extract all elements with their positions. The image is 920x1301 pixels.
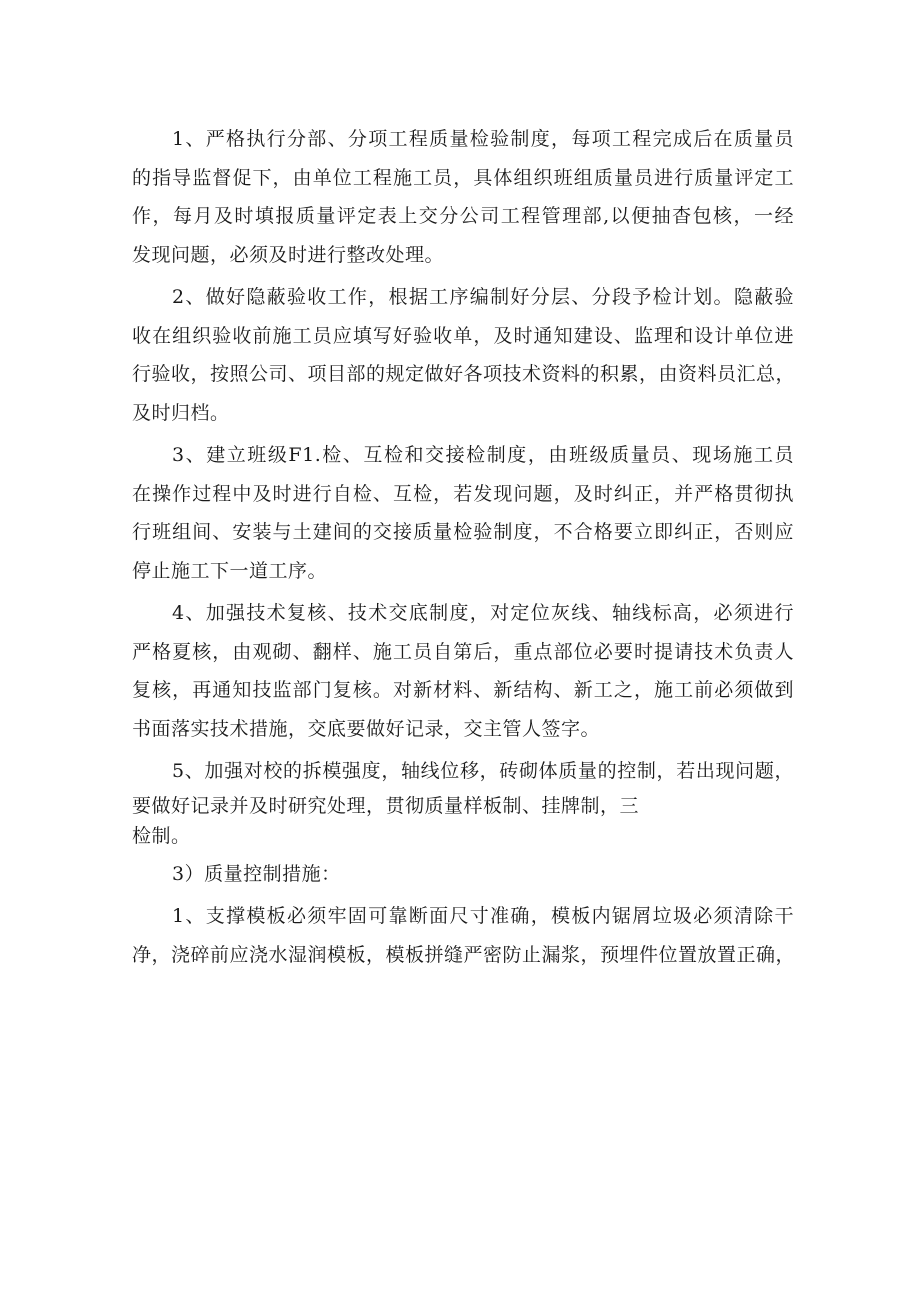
paragraph-5	[132, 752, 794, 851]
paragraph-2	[132, 278, 794, 432]
paragraph-line: 停止施工下一道工序。	[132, 559, 328, 582]
paragraph-line: 1、严格执行分部、分项工程质量检验制度，每项工程完成后在质量员	[172, 128, 794, 150]
section-heading-text: 3）质量控制措施：	[172, 862, 341, 885]
paragraph-line: 要做好记录并及时研究处理，贯彻质量样板制、挂牌制，三	[132, 794, 640, 817]
paragraph-3	[132, 436, 794, 590]
document-page	[132, 120, 794, 974]
paragraph-line: 书面落实技术措施，交底要做好记录，交主管人签字。	[132, 717, 601, 740]
paragraph-line: 3、建立班级F1.检、互检和交接检制度，由班级质量员、现场施工员	[172, 444, 794, 466]
paragraph-1	[132, 120, 794, 274]
paragraph-line: 收在组织验收前施工员应填写好验收单，及时通知建设、监理和设计单位进	[132, 324, 794, 347]
paragraph-line: 行班组间、安装与土建间的交接质量检验制度，不合格要立即纠正，否则应	[132, 521, 794, 543]
paragraph-line: 在操作过程中及时进行自检、互检，若发现问题，及时纠正，并严格贯彻执	[132, 482, 794, 505]
paragraph-line: 行验收，按照公司、项目部的规定做好各项技术资料的积累，由资料员汇总，	[132, 363, 796, 385]
paragraph-line: 作，每月及时填报质量评定表上交分公司工程管理部,以便抽杳包核，一经	[132, 205, 794, 227]
paragraph-line: 及时归档。	[132, 401, 230, 424]
paragraph-line: 5、加强对校的拆模强度，轴线位移，砖砌体质量的控制，若出现问题，	[172, 760, 794, 782]
paragraph-4	[132, 594, 794, 748]
paragraph-line: 严格夏核，由观砌、翻样、施工员自第后，重点部位必要时提请技术负责人	[132, 640, 794, 663]
paragraph-line: 发现问题，必须及时进行整改处理。	[132, 243, 445, 266]
paragraph-line: 1、支撑模板必须牢固可靠断面尺寸准确，模板内锯屑垃圾必须清除干	[172, 905, 794, 927]
paragraph-line: 复核，再通知技监部门复核。对新材料、新结构、新工之，施工前必须做到	[132, 679, 794, 701]
paragraph-line: 净，浇碎前应浇水湿润模板，模板拼缝严密防止漏浆，预埋件位置放置正确，	[132, 943, 796, 966]
paragraph-line: 检制。	[132, 824, 191, 847]
paragraph-line: 4、加强技术复核、技术交底制度，对定位灰线、轴线标高，必须进行	[172, 602, 794, 624]
paragraph-line: 的指导监督促下，由单位工程施工员，具体组织班组质量员进行质量评定工	[132, 166, 794, 189]
paragraph-line: 2、做好隐蔽验收工作，根据工序编制好分层、分段予检计划。隐蔽验	[172, 286, 794, 308]
paragraph-6	[132, 897, 794, 974]
section-heading	[132, 855, 794, 894]
